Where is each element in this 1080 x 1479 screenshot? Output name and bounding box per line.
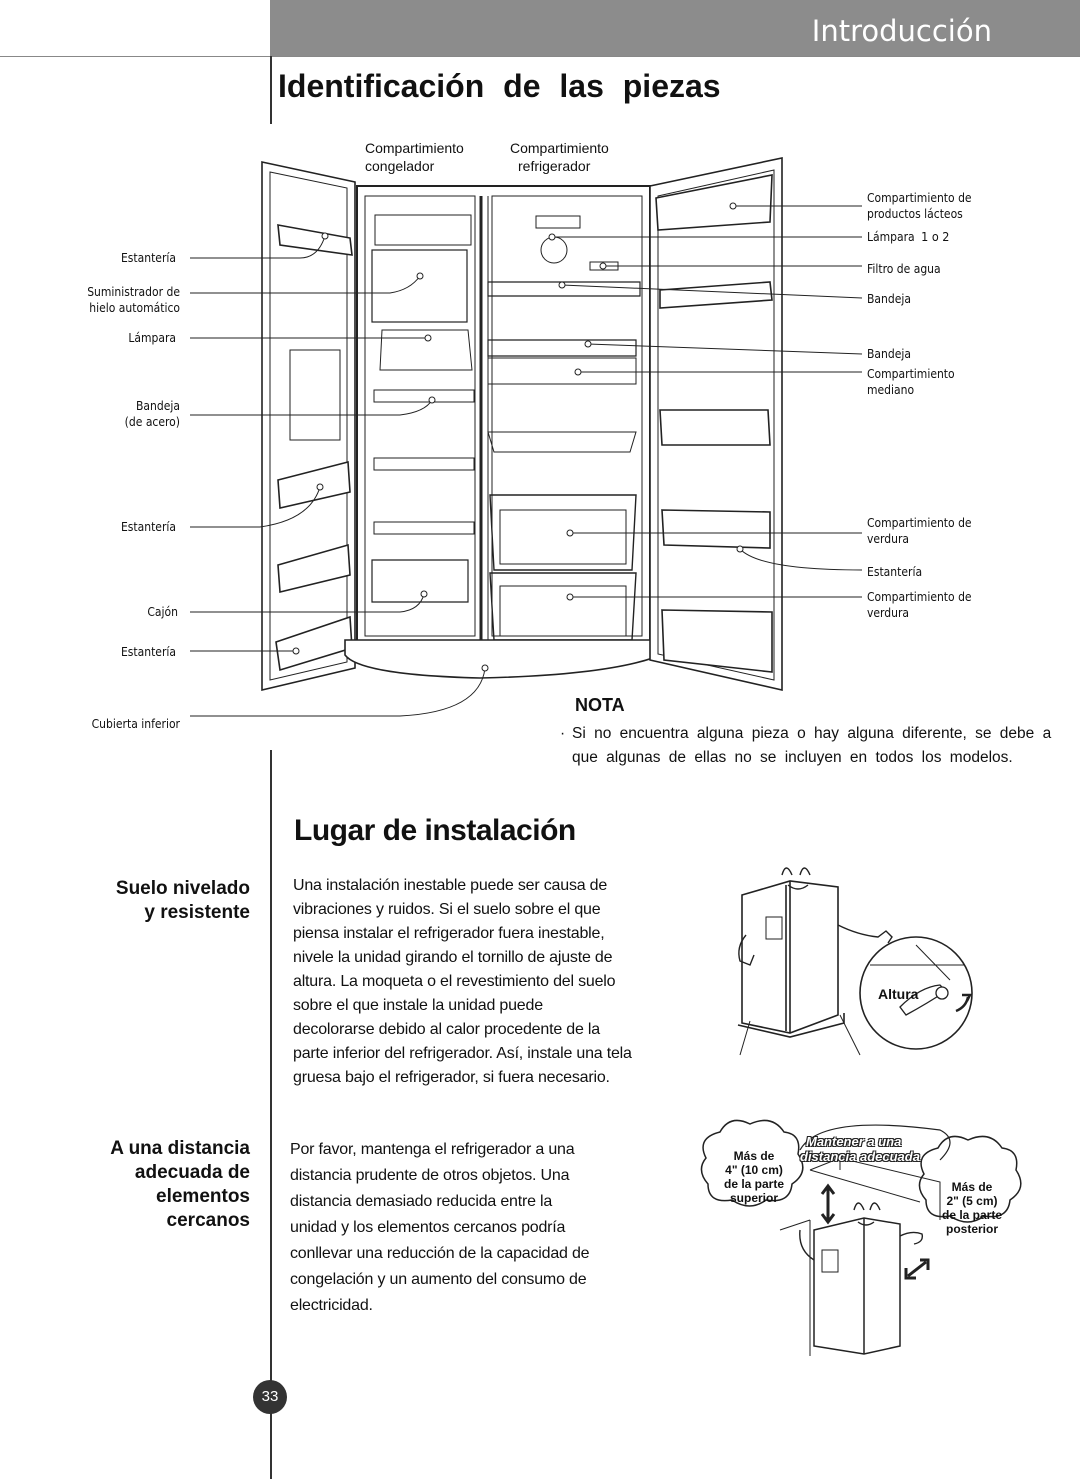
leveling-illustration <box>720 855 1060 1085</box>
label-veg-compartment-2: Compartimiento de verdura <box>867 590 972 620</box>
label-shelf-right: Estantería <box>867 565 923 579</box>
fridge-compartment-label: Compartimiento refrigerador <box>510 140 609 174</box>
label-lamp-left: Lámpara <box>128 331 176 345</box>
back-clearance-label: Más de 2" (5 cm) de la parte posterior <box>941 1180 1003 1236</box>
note-text: · Si no encuentra alguna pieza o hay alguna diferente, se debe a que algunas de ellas no se incluyen en todos los modelos. <box>560 725 1052 766</box>
distance-heading: A una distancia adecuada de elementos cercanos <box>110 1138 250 1231</box>
page-title: Identificación de las piezas <box>278 68 721 104</box>
section-tag: Introducción <box>811 14 992 48</box>
label-tray-2: Bandeja <box>867 347 911 361</box>
floor-paragraph: Una instalación inestable puede ser causa de vibraciones y ruidos. Si el suelo sobre el que piensa instalar el refrigerador fuera inestable, nivele la unidad girando el tornillo de ajuste de altura. La moqueta o el revestimiento del suelo sobre el que instale la unidad puede decolorarse debido al calor procedente de la parte inferior del refrigerador. Así, instale una tela gruesa bajo el refrigerador, si fuera necesario. <box>293 877 632 1086</box>
label-shelf-3: Estantería <box>120 645 176 659</box>
label-lamp-right: Lámpara 1 o 2 <box>867 229 950 244</box>
label-water-filter: Filtro de agua <box>867 262 941 276</box>
clearance-banner: Mantener a una distancia adecuada <box>800 1134 920 1164</box>
height-label: Altura <box>878 986 919 1002</box>
label-shelf-1: Estantería <box>120 251 176 265</box>
label-tray-1: Bandeja <box>867 292 911 306</box>
floor-heading: Suelo nivelado y resistente <box>115 878 250 923</box>
page-number: 33 <box>253 1380 287 1414</box>
note-title: NOTA <box>575 695 625 715</box>
freezer-compartment-label: Compartimiento congelador <box>365 140 464 174</box>
distance-paragraph: Por favor, mantenga el refrigerador a una distancia prudente de otros objetos. Una distancia demasiado reducida entre la unidad y los elementos cercanos podría conllevar una reducción de la capacidad de congelación y un aumento del consumo de electricidad. <box>290 1141 590 1314</box>
margin-rule-bottom <box>270 750 272 1479</box>
label-shelf-2: Estantería <box>120 520 176 534</box>
label-bottom-cover: Cubierta inferior <box>91 717 180 731</box>
label-veg-compartment-1: Compartimiento de verdura <box>867 516 972 546</box>
label-dairy-compartment: Compartimiento de productos lácteos <box>867 191 972 221</box>
label-ice-maker: Suministrador de hielo automático <box>87 285 180 315</box>
label-drawer: Cajón <box>147 605 178 619</box>
label-steel-tray: Bandeja (de acero) <box>124 399 180 429</box>
top-clearance-label: Más de 4" (10 cm) de la parte superior <box>723 1149 785 1205</box>
installation-title: Lugar de instalación <box>294 814 576 847</box>
label-mid-compartment: Compartimiento mediano <box>867 367 955 397</box>
